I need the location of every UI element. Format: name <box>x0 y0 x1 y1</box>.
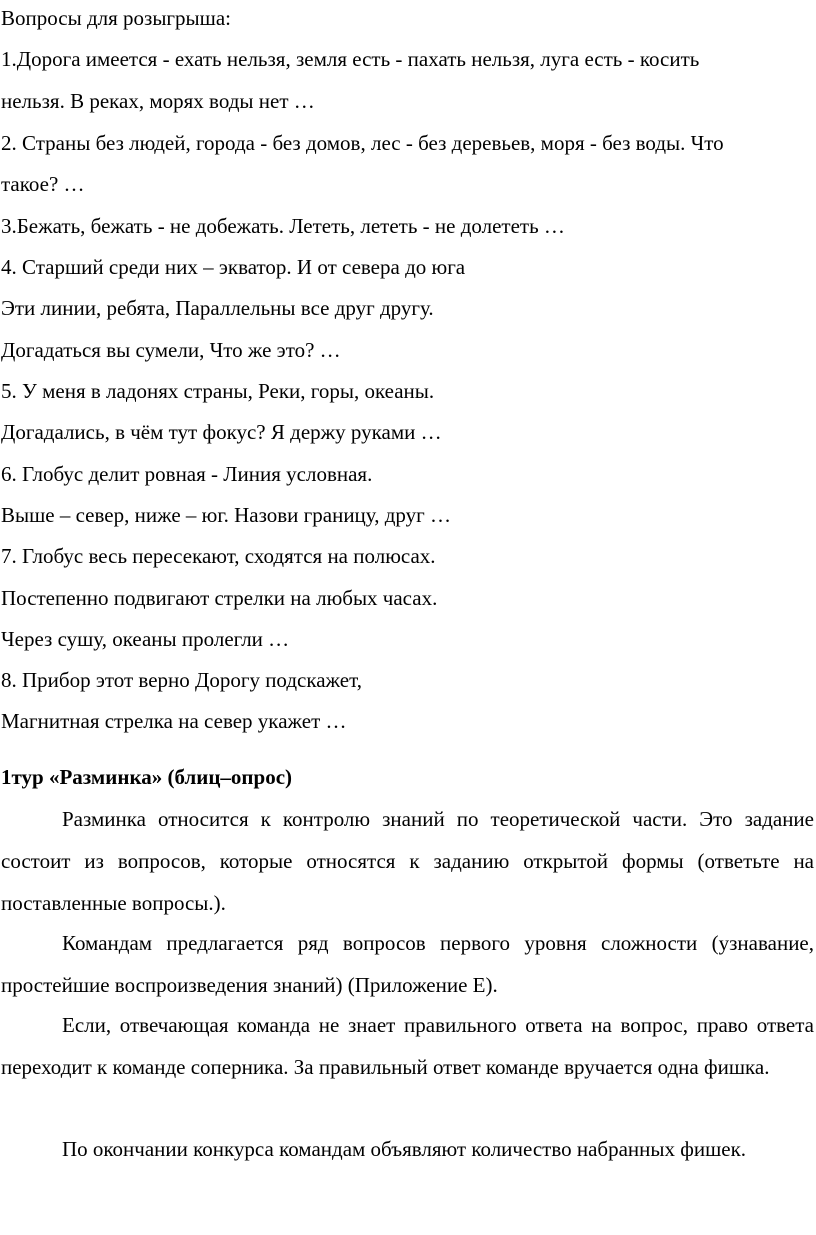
question-line: Постепенно подвигают стрелки на любых часах. <box>1 586 438 610</box>
question-line: Эти линии, ребята, Параллельны все друг другу. <box>1 296 434 320</box>
question-line: 1.Дорога имеется - ехать нельзя, земля есть - пахать нельзя, луга есть - косить <box>1 47 700 71</box>
section-heading: 1тур «Разминка» (блиц–опрос) <box>1 765 293 789</box>
question-line: Выше – север, ниже – юг. Назови границу, друг … <box>1 503 451 527</box>
body-paragraph: Если, отвечающая команда не знает правильного ответа на вопрос, право ответа переходит к команде соперника. За правильный ответ команде вручается одна фишка. <box>1 1013 814 1079</box>
question-line: Догадались, в чём тут фокус? Я держу руками … <box>1 420 442 444</box>
question-line: нельзя. В реках, морях воды нет … <box>1 89 315 113</box>
question-line: такое? … <box>1 172 85 196</box>
questions-title: Вопросы для розыгрыша: <box>1 6 231 30</box>
question-line: 8. Прибор этот верно Дорогу подскажет, <box>1 668 362 692</box>
question-line: 2. Страны без людей, города - без домов, лес - без деревьев, моря - без воды. Что <box>1 131 724 155</box>
question-line: 4. Старший среди них – экватор. И от севера до юга <box>1 255 466 279</box>
body-paragraph: Командам предлагается ряд вопросов первого уровня сложности (узнавание, простейшие воспроизведения знаний) (Приложение Е). <box>1 931 814 997</box>
body-paragraph: Разминка относится к контролю знаний по теоретической части. Это задание состоит из вопросов, которые относятся к заданию открытой формы (ответьте на поставленные вопросы.). <box>1 807 814 915</box>
question-line: Магнитная стрелка на север укажет … <box>1 709 347 733</box>
question-line: 7. Глобус весь пересекают, сходятся на полюсах. <box>1 544 436 568</box>
body-paragraph: По окончании конкурса командам объявляют количество набранных фишек. <box>62 1137 747 1161</box>
question-line: Догадаться вы сумели, Что же это? … <box>1 338 341 362</box>
question-line: 5. У меня в ладонях страны, Реки, горы, океаны. <box>1 379 435 403</box>
question-line: 3.Бежать, бежать - не добежать. Лететь, лететь - не долететь … <box>1 214 565 238</box>
question-line: Через сушу, океаны пролегли … <box>1 627 290 651</box>
question-line: 6. Глобус делит ровная - Линия условная. <box>1 462 373 486</box>
